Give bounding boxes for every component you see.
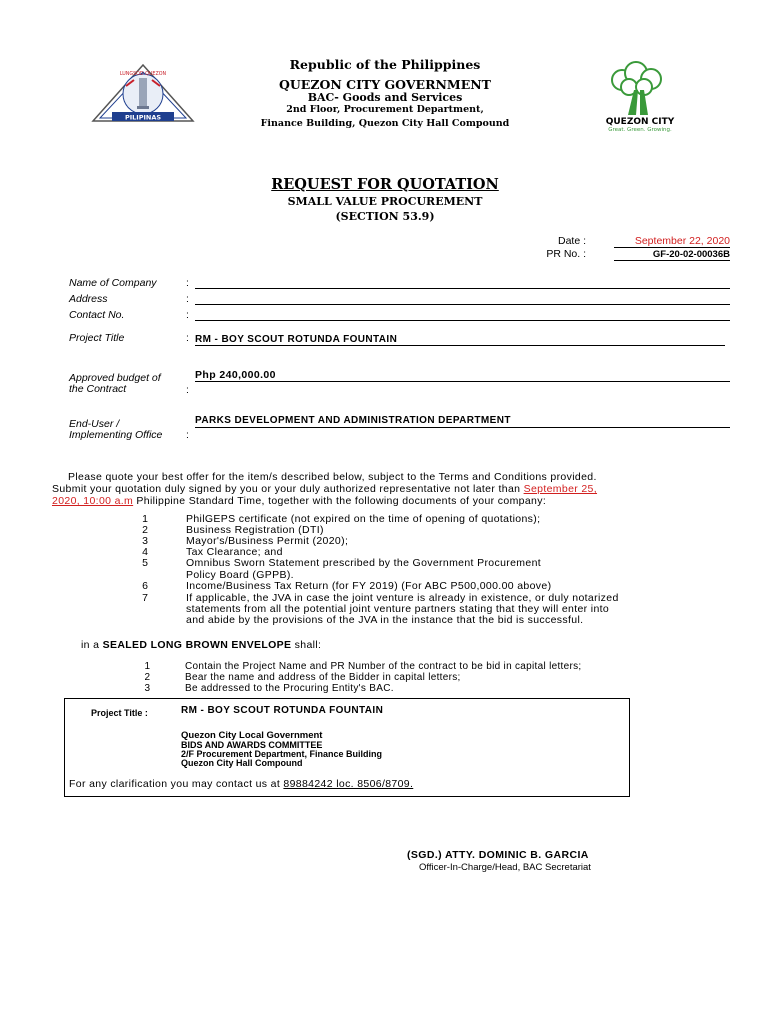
- requirement-item: Policy Board (GPPB).: [186, 569, 294, 581]
- envelope-prefix: in a: [81, 639, 103, 651]
- contact-line: [69, 778, 413, 790]
- signatory-position: Officer-In-Charge/Head, BAC Secretariat: [419, 862, 591, 873]
- budget-colon: :: [186, 384, 189, 396]
- budget-label-line2: the Contract: [69, 383, 127, 395]
- box-address-line1: Quezon City Local Government: [181, 730, 323, 741]
- pr-number-value: GF-20-02-00036B: [652, 249, 730, 260]
- requirement-item: statements from all the potential joint venture partners stating that they will enter into: [186, 603, 610, 615]
- requirement-number: 7: [142, 592, 148, 604]
- deadline-date: September 25,: [523, 483, 598, 495]
- box-address-line3: 2/F Procurement Department, Finance Building: [181, 749, 383, 759]
- budget-label-line1: Approved budget of: [69, 372, 161, 384]
- requirement-item: and abide by the provisions of the JVA in the instance that the bid is successful.: [186, 614, 584, 626]
- envelope-item-number: 3: [144, 683, 150, 694]
- header-bac: BAC- Goods and Services: [307, 91, 463, 104]
- header-floor: 2nd Floor, Procurement Department,: [286, 104, 484, 115]
- end-user-label-line2: Implementing Office: [69, 429, 163, 441]
- envelope-item: Contain the Project Name and PR Number of the contract to be bid in capital letters;: [185, 661, 582, 672]
- box-address-line2: BIDS AND AWARDS COMMITTEE: [181, 740, 323, 750]
- requirement-item: Tax Clearance; and: [186, 546, 283, 558]
- instructions-line2: [52, 483, 597, 495]
- end-user-label-line1: End-User /: [69, 418, 120, 430]
- box-address-line4: Quezon City Hall Compound: [181, 758, 303, 768]
- pr-number-label: PR No. :: [546, 248, 586, 260]
- requirement-item: Omnibus Sworn Statement prescribed by the Government Procurement: [186, 557, 542, 569]
- instructions-line3: [52, 495, 546, 507]
- requirement-number: 4: [142, 546, 148, 558]
- instructions-line3-text: Philippine Standard Time, together with the following documents of your company:: [133, 495, 547, 507]
- seal-top-text: LUNGSOD QUEZON: [119, 72, 167, 77]
- requirement-item: If applicable, the JVA in case the joint venture is already in existence, or duly notarized: [186, 592, 619, 604]
- end-user-colon: :: [186, 429, 189, 441]
- company-name-field[interactable]: [195, 288, 730, 289]
- deadline-time: 2020, 10:00 a.m: [52, 495, 134, 507]
- company-name-colon: :: [186, 277, 189, 289]
- envelope-item: Be addressed to the Procuring Entity's BAC.: [185, 683, 394, 694]
- address-field[interactable]: [195, 304, 730, 305]
- document-section: (SECTION 53.9): [335, 210, 435, 223]
- requirement-number: 2: [142, 524, 148, 536]
- city-logo-tagline: Great. Green. Growing.: [608, 127, 672, 132]
- box-project-title-value: RM - BOY SCOUT ROTUNDA FOUNTAIN: [181, 705, 384, 716]
- envelope-item-number: 2: [144, 672, 150, 683]
- header-government: QUEZON CITY GOVERNMENT: [279, 77, 491, 92]
- document-title: REQUEST FOR QUOTATION: [271, 176, 499, 193]
- city-logo-name: QUEZON CITY: [605, 117, 675, 127]
- requirement-item: Income/Business Tax Return (for FY 2019) (For ABC P500,000.00 above): [186, 580, 552, 592]
- requirement-number: 5: [142, 557, 148, 569]
- address-colon: :: [186, 293, 189, 305]
- box-project-title-label: Project Title :: [91, 708, 148, 718]
- date-label: Date :: [557, 235, 586, 247]
- project-title-value: RM - BOY SCOUT ROTUNDA FOUNTAIN: [195, 334, 398, 345]
- contact-number-label: Contact No.: [69, 309, 125, 321]
- envelope-item: Bear the name and address of the Bidder in capital letters;: [185, 672, 461, 683]
- envelope-suffix: shall:: [291, 639, 322, 651]
- requirement-item: Mayor's/Business Permit (2020);: [186, 535, 349, 547]
- header-republic: Republic of the Philippines: [289, 57, 481, 72]
- budget-value: Php 240,000.00: [195, 369, 276, 381]
- requirement-number: 6: [142, 580, 148, 592]
- contact-phone[interactable]: 89884242 loc. 8506/8709.: [283, 778, 414, 790]
- signatory-name: (SGD.) ATTY. DOMINIC B. GARCIA: [407, 849, 589, 861]
- instructions-line2-text: Submit your quotation duly signed by you or your duly authorized representative not later than: [52, 483, 524, 495]
- document-subtitle: SMALL VALUE PROCUREMENT: [287, 195, 483, 208]
- end-user-value: PARKS DEVELOPMENT AND ADMINISTRATION DEPARTMENT: [195, 415, 511, 426]
- instructions-line1: Please quote your best offer for the item/s described below, subject to the Terms and Conditions provided.: [68, 471, 597, 483]
- requirement-item: Business Registration (DTI): [186, 524, 324, 536]
- project-title-colon: :: [186, 332, 189, 344]
- requirement-number: 3: [142, 535, 148, 547]
- contact-number-field[interactable]: [195, 320, 730, 321]
- seal-bottom-text: PILIPINAS: [124, 113, 162, 122]
- header-building: Finance Building, Quezon City Hall Compound: [260, 118, 510, 129]
- date-value: September 22, 2020: [634, 235, 730, 247]
- envelope-instruction: [81, 639, 321, 651]
- requirement-item: PhilGEPS certificate (not expired on the time of opening of quotations);: [186, 513, 541, 525]
- project-title-label: Project Title: [69, 332, 125, 344]
- company-name-label: Name of Company: [69, 277, 157, 289]
- envelope-bold: SEALED LONG BROWN ENVELOPE: [102, 639, 292, 651]
- contact-number-colon: :: [186, 309, 189, 321]
- requirement-number: 1: [142, 513, 148, 525]
- contact-text: For any clarification you may contact us at: [69, 778, 284, 790]
- envelope-item-number: 1: [144, 661, 150, 672]
- address-label: Address: [69, 293, 108, 305]
